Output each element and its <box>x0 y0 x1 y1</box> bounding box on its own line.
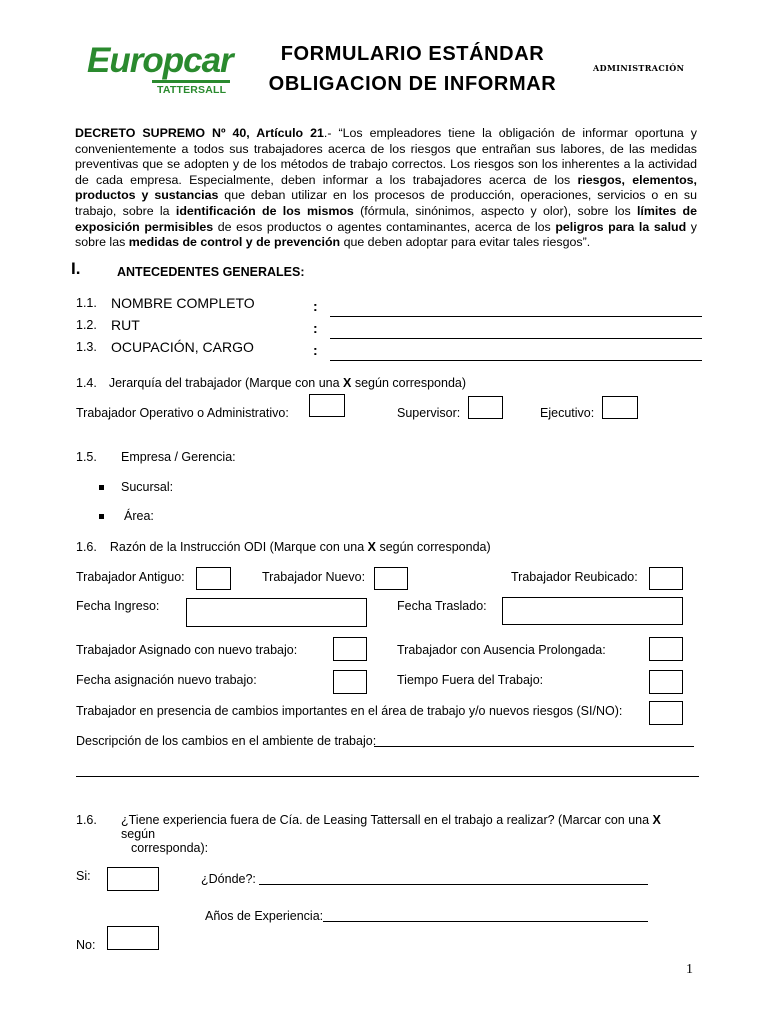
form-title-line1: FORMULARIO ESTÁNDAR <box>280 43 545 65</box>
fecha-asignacion-input[interactable] <box>333 670 367 694</box>
si-label: Si: <box>76 869 91 883</box>
fecha-ingreso-label: Fecha Ingreso: <box>76 599 160 613</box>
section-heading: ANTECEDENTES GENERALES: <box>117 265 305 279</box>
donde-input-line[interactable] <box>259 884 648 885</box>
bullet <box>99 514 104 519</box>
operativo-label: Trabajador Operativo o Administrativo: <box>76 406 289 420</box>
rut-label: RUT <box>111 317 140 333</box>
tiempo-fuera-label: Tiempo Fuera del Trabajo: <box>397 673 544 687</box>
europcar-logo: Europcar <box>87 41 233 80</box>
ausencia-label: Trabajador con Ausencia Prolongada: <box>397 643 606 657</box>
anos-experiencia-input-line[interactable] <box>323 921 648 922</box>
fecha-asignacion-label: Fecha asignación nuevo trabajo: <box>76 673 257 687</box>
ocupacion-cargo-input-line[interactable] <box>330 360 702 361</box>
nuevo-label: Trabajador Nuevo: <box>262 570 366 584</box>
form-title-line2: OBLIGACION DE INFORMAR <box>268 73 557 95</box>
ocupacion-cargo-label: OCUPACIÓN, CARGO <box>111 339 254 355</box>
sucursal-label: Sucursal: <box>121 480 174 494</box>
ejecutivo-label: Ejecutivo: <box>540 406 595 420</box>
experiencia-question-cont: según <box>121 827 156 841</box>
tiempo-fuera-input[interactable] <box>649 670 683 694</box>
logo-subtitle: TATTERSALL <box>157 84 227 96</box>
fecha-traslado-label: Fecha Traslado: <box>397 599 487 613</box>
nombre-completo-label: NOMBRE COMPLETO <box>111 295 255 311</box>
reubicado-label: Trabajador Reubicado: <box>511 570 638 584</box>
no-checkbox[interactable] <box>107 926 159 950</box>
nombre-completo-input-line[interactable] <box>330 316 702 317</box>
ausencia-checkbox[interactable] <box>649 637 683 661</box>
asignado-label: Trabajador Asignado con nuevo trabajo: <box>76 643 298 657</box>
descripcion-input-line[interactable] <box>374 746 694 747</box>
field-num-1-1: 1.1. <box>76 296 97 310</box>
reubicado-checkbox[interactable] <box>649 567 683 590</box>
section-roman-numeral: I. <box>71 259 81 278</box>
department-label: ADMINISTRACIÓN <box>593 63 685 73</box>
question-1-6-razon: 1.6. Razón de la Instrucción ODI (Marque con una X según corresponda) <box>76 540 491 554</box>
cambios-input[interactable] <box>649 701 683 725</box>
colon: : <box>313 298 318 314</box>
asignado-checkbox[interactable] <box>333 637 367 661</box>
anos-experiencia-label: Años de Experiencia: <box>205 909 324 923</box>
supervisor-label: Supervisor: <box>397 406 461 420</box>
supervisor-checkbox[interactable] <box>468 396 503 419</box>
area-label: Área: <box>124 509 154 523</box>
experiencia-question: ¿Tiene experiencia fuera de Cía. de Leasing Tattersall en el trabajo a realizar? (Marcar con una X <box>121 813 661 827</box>
antiguo-checkbox[interactable] <box>196 567 231 590</box>
logo-underline <box>152 80 230 83</box>
decree-paragraph: DECRETO SUPREMO Nº 40, Artículo 21.- “Los empleadores tiene la obligación de informar oportuna y convenientemente a todos sus trabajadores acerca de los riesgos que entrañan sus labores, de las medidas preventivas que se adopten y de los métodos de trabajo correctos. Los riesgos son los inherentes a la actividad de cada empresa. Especialmente, deben informar a los trabajadores acerca de los riesgos, elementos, productos y sustancias que deban utilizar en los procesos de producción, operaciones, servicios o en su trabajo, sobre la identificación de los mismos (fórmula, sinónimos, aspecto y olor), sobre los límites de exposición permisibles de esos productos o agentes contaminantes, acerca de los peligros para la salud y sobre las medidas de control y de prevención que deben adoptar para evitar tales riesgos”. <box>75 126 697 250</box>
ejecutivo-checkbox[interactable] <box>602 396 638 419</box>
empresa-gerencia-label: Empresa / Gerencia: <box>121 450 236 464</box>
antiguo-label: Trabajador Antiguo: <box>76 570 185 584</box>
rut-input-line[interactable] <box>330 338 702 339</box>
field-num-1-5: 1.5. <box>76 450 97 464</box>
field-num-1-2: 1.2. <box>76 318 97 332</box>
nuevo-checkbox[interactable] <box>374 567 408 590</box>
cambios-label: Trabajador en presencia de cambios importantes en el área de trabajo y/o nuevos riesgos (SI/NO): <box>76 704 623 718</box>
donde-label: ¿Dónde?: <box>201 872 256 886</box>
question-1-4: 1.4. Jerarquía del trabajador (Marque con una X según corresponda) <box>76 376 467 390</box>
descripcion-label: Descripción de los cambios en el ambiente de trabajo: <box>76 734 377 748</box>
experiencia-question-cont2: corresponda): <box>131 841 209 855</box>
descripcion-input-line-2[interactable] <box>76 776 699 777</box>
fecha-ingreso-input[interactable] <box>186 598 367 627</box>
operativo-checkbox[interactable] <box>309 394 345 417</box>
decree-lead: DECRETO SUPREMO Nº 40, Artículo 21 <box>75 126 324 140</box>
fecha-traslado-input[interactable] <box>502 597 683 625</box>
colon: : <box>313 342 318 358</box>
bullet <box>99 485 104 490</box>
page-number: 1 <box>686 962 693 977</box>
field-num-1-3: 1.3. <box>76 340 97 354</box>
colon: : <box>313 320 318 336</box>
si-checkbox[interactable] <box>107 867 159 891</box>
no-label: No: <box>76 938 96 952</box>
field-num-1-6b: 1.6. <box>76 813 97 827</box>
